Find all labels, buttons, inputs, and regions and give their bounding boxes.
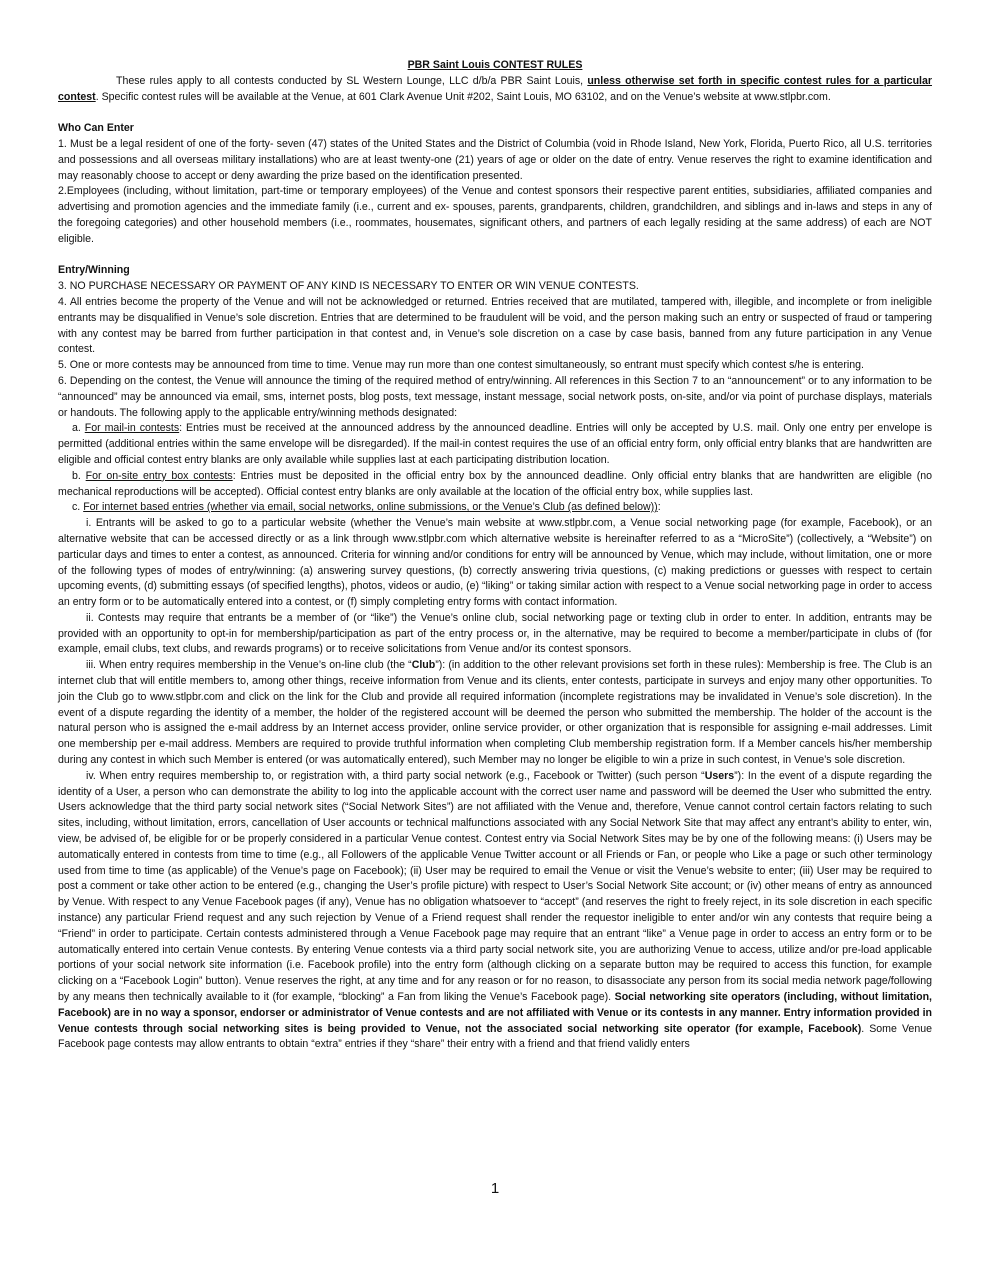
rule-6: 6. Depending on the contest, the Venue will announce the timing of the required method of entry/winning. All references in this Section 7 to an “announcement” or to any information to be “announced” may be announced via email, sms, internet posts, blog posts, text message, instant message, social network posts, on-site, and/or via point of purchase displays, materials or handouts. The following apply to the applicable entry/winning methods designated: (58, 374, 932, 419)
rule-6a-prefix: a. (72, 422, 85, 435)
rule-6a (58, 421, 932, 468)
rule-6c-ii: ii. Contests may require that entrants be a member of (or “like”) the Venue’s online club, social networking page or texting club in order to enter. In addition, entrants may be provided with an opportunity to opt-in for membership/participation as part of the entry process or, in the alternative, may be required to become a member/participate in clubs of (for example, email clubs, text clubs, and rewards programs) or to receive solicitations from Venue and/or its contest sponsors. (58, 611, 932, 656)
rule-6c-iv (58, 769, 932, 1053)
rule-5: 5. One or more contests may be announced from time to time. Venue may run more than one contest simultaneously, so entrant must specify which contest s/he is entering. (58, 359, 864, 372)
rule-6a-text: : Entries must be received at the announced address by the announced deadline. Entries will only be accepted by U.S. mail. Only one entry per envelope is permitted (additional entries within the same envelope will be disregarded). If the mail-in contest requires the use of an official entry form, only official entry blanks that are handwritten are eligible and official contest entry blanks are only available while supplies last at each participating distribution location. (58, 422, 932, 466)
intro-text: These rules apply to all contests conducted by SL Western Lounge, LLC d/b/a PBR Saint Louis, (116, 74, 588, 87)
rule-6c-iii-text: iii. When entry requires membership in the Venue’s on-line club (the “ (86, 659, 412, 672)
rule-2: 2.Employees (including, without limitation, part-time or temporary employees) of the Venue and contest sponsors their respective parent entities, subsidiaries, affiliated companies and advertising and promotion agencies and the immediate family (i.e., current and ex- spouses, parents, grandparents, children, grandchildren, and siblings and in-laws and steps in any of the foregoing categories) and other household members (i.e., roommates, housemates, significant others, and partners of each legally residing at the same address) of each are NOT eligible. (58, 185, 932, 245)
rule-6c-iii-text-end: ”): (in addition to the other relevant provisions set forth in these rules): Membership is free. The Club is an internet club that will entitle members to, among other things, receive information from Venue and its clients, enter contests, participate in surveys and enjoy many other opportunities. To join the Club go to www.stlpbr.com and click on the link for the Club and provide all required information (incomplete registrations may be invalidated in Venue’s sole discretion). In the event of a dispute regarding the identity of a member, the holder of the registered account will be deemed the person who submitted the membership. The holder of the account is the natural person who is assigned the e-mail address by an Internet access provider, online service provider, or other organization that is responsible for assigning e-mail addresses. Limit one membership per e-mail address. Members are required to provide truthful information when completing Club membership registration form. If a Member cancels his/her membership during any contest in which such Member is entered (or was automatically entered), such Member may no longer be eligible to win a prize in such contest, in Venue’s sole discretion. (58, 659, 932, 767)
intro-emphasis: unless otherwise set forth in specific contest rules for a particular contest (58, 74, 932, 103)
users-term: Users (704, 769, 735, 782)
intro-paragraph (58, 74, 932, 106)
rule-1: 1. Must be a legal resident of one of the forty- seven (47) states of the United States and the District of Columbia (void in Rhode Island, New York, Florida, Puerto Rico, all U.S. territories and possessions and all overseas military installations) who are at least twenty-one (21) years of age or older on the date of entry. Venue reserves the right to examine identification and may reasonably choose to accept or deny awarding the prize based on the identification presented. (58, 137, 932, 182)
rule-6c-text: : (657, 501, 661, 514)
document-title: PBR Saint Louis CONTEST RULES (407, 59, 583, 71)
rule-6c (58, 500, 932, 516)
page-number: 1 (490, 1180, 500, 1197)
rule-6c-iv-emphasis: Social networking site operators (including, without limitation, Facebook) are in no way a sponsor, endorser or administrator of Venue contests and are not affiliated with Venue or its contests in any manner. Entry information provided in Venue contests through social networking sites is being provided to Venue, not the associated social networking site operator (for example, Facebook) (58, 991, 932, 1035)
rule-6b (58, 469, 932, 501)
rule-6c-iii (58, 658, 932, 769)
rule-6b-label: For on-site entry box contests (85, 469, 233, 482)
rule-6c-label: For internet based entries (whether via email, social networks, online submissions, or the Venue’s Club (as defined below)) (83, 501, 658, 514)
section-heading-who-can-enter: Who Can Enter (58, 122, 134, 135)
rule-6b-prefix: b. (72, 469, 86, 482)
rule-6c-i: i. Entrants will be asked to go to a particular website (whether the Venue’s main website at www.stlpbr.com, a Venue social networking page (for example, Facebook), or an alternative website that can be accessed directly or as a link through www.stlpbr.com which alternative website is hereinafter referred to as a “MicroSite”) (collectively, a “Website”) on particular days and times to enter a contest, as announced. Criteria for winning and/or conditions for entry will be announced by Venue, which may include, without limitation, one or more of the following types of modes of entry/winning: (a) answering survey questions, (b) correctly answering trivia questions, (c) making predictions or guesses with respect to certain upcoming events, (d) submitting essays (of specified lengths), photos, videos or audio, (e) “liking” or taking similar action with respect to a Venue social networking page in order to access an entry form or to be automatically entered into a contest, or (f) simply completing entry forms with contact information. (58, 517, 932, 609)
rule-6c-iv-text: iv. When entry requires membership to, or registration with, a third party social network (e.g., Facebook or Twitter) (such person “ (86, 769, 705, 782)
rule-6c-iv-text-end: . Some Venue Facebook page contests may allow entrants to obtain “extra” entries if they “share” their entry with a friend and that friend validly enters (58, 1022, 932, 1051)
rule-6c-prefix: c. (72, 501, 84, 514)
club-term: Club (411, 659, 436, 672)
rule-6c-iv-text-mid: ”): In the event of a dispute regarding the identity of a User, a person who can demonstrate the ability to log into the applicable account with the correct user name and password will be deemed the User who submitted the entry. Users acknowledge that the third party social network sites (“Social Network Sites”) are not affiliated with the Venue and, therefore, Venue cannot control certain factors relating to such sites, including, without limitation, errors, cancellation of User accounts or technical malfunctions associated with any Social Network Site that may affect any entrant’s ability to enter, win, view, be advised of, be eligible for or be properly considered in a particular Venue contest. Contest entry via Social Network Sites may be by one of the following means: (i) Users may be automatically entered in contests from time to time (e.g., all Followers of the applicable Venue Twitter account or all Friends or Fan, or people who Like a page or such other terminology used from time to time (as applicable) of the Venue’s page on Facebook); (ii) User may be required to email the Venue or visit the Venue’s website to enter; (iii) User may be required to post a comment or take other action to be entered (e.g., changing the User’s profile picture) with respect to User’s Social Network Site account; or (iv) other means of entry as announced by Venue. With respect to any Venue Facebook pages (if any), Venue has no obligation whatsoever to “accept” (and reserves the right to freely reject, in its sole discretion in each specific instance) any particular Friend request and any such rejection by Venue of a Friend request shall render the requestor ineligible to enter and/or win any contests that require being a “Friend” in order to participate. Certain contests administered through a Venue Facebook page may require that an entrant “like” a Venue page in order to access an entry form or to be automatically entered into certain Venue contests. By entering Venue contests via a third party social network site, you are authorizing Venue to access, utilize and/or pre-load applicable portions of your social network site information (i.e. Facebook profile) into the entry form (although clicking on a separate button may be required to access this function, for example clicking on a “Facebook Login” button). Venue reserves the right, at any time and for any reason or for no reason, to disassociate any person from its social media network page/following by any means then technically available to it (for example, “blocking” a Fan from liking the Venue’s Facebook page). (58, 769, 933, 1004)
intro-text-end: . Specific contest rules will be available at the Venue, at 601 Clark Avenue Unit #202, Saint Louis, MO 63102, and on the Venue’s website at www.stlpbr.com. (95, 90, 831, 103)
rule-3: 3. NO PURCHASE NECESSARY OR PAYMENT OF ANY KIND IS NECESSARY TO ENTER OR WIN VENUE CONTESTS. (58, 280, 639, 293)
rule-6a-label: For mail-in contests (84, 422, 180, 435)
rule-4: 4. All entries become the property of the Venue and will not be acknowledged or returned. Entries received that are mutilated, tampered with, illegible, and incomplete or from ineligible entrants may be disqualified in Venue’s sole discretion. Entries that are determined to be fraudulent will be void, and the person making such an entry or suspected of fraud or tampering with any contest may be barred from further participation in that contest and, in Venue’s sole discretion on a case by case basis, banned from any future participation in any Venue contest. (58, 295, 932, 356)
rule-6b-text: : Entries must be deposited in the official entry box by the announced deadline. Only official entry blanks that are handwritten are eligible (no mechanical reproductions will be accepted). Official contest entry blanks are only available at the location of the official entry box, while supplies last. (58, 469, 933, 498)
document-page (58, 58, 932, 1053)
section-heading-entry-winning: Entry/Winning (58, 264, 130, 277)
